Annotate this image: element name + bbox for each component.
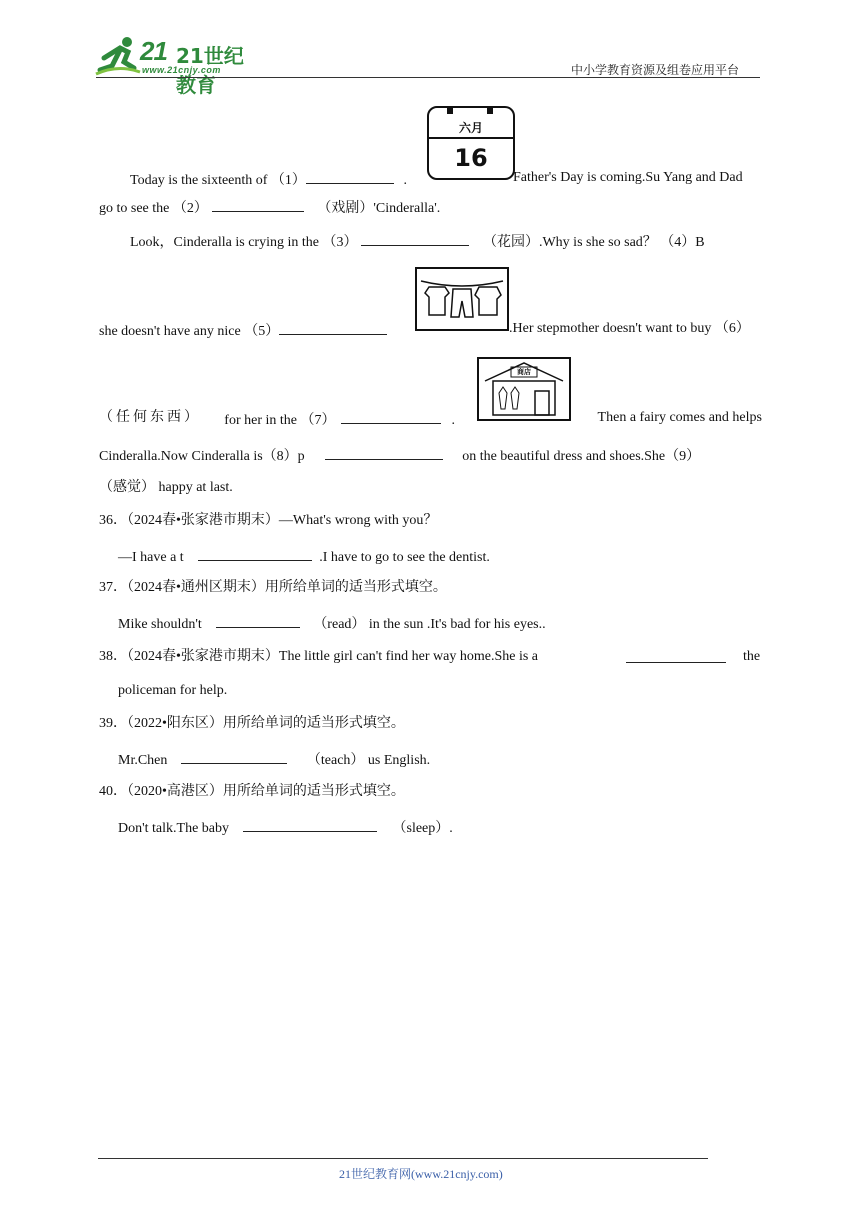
answer-blank-q39[interactable] <box>181 749 287 764</box>
answer-blank-q37[interactable] <box>216 613 300 628</box>
passage-text: Then a fairy comes and helps <box>597 410 762 425</box>
passage-text: （花园）.Why is she so sad？ （4）B <box>482 235 705 250</box>
passage-line-5 <box>99 409 762 430</box>
question-text: （read） in the sun .It's bad for his eyes.. <box>313 617 546 632</box>
question-36-answer <box>118 546 490 567</box>
passage-text-group <box>224 409 455 430</box>
passage-text: go to see the （2） <box>99 201 208 216</box>
passage-line-1-left <box>130 169 407 190</box>
answer-blank-7[interactable] <box>341 409 441 424</box>
question-37-head: 37．（2024春•通州区期末）用所给单词的适当形式填空。 <box>99 580 447 595</box>
question-38-head: 38．（2024春•张家港市期末）The little girl can't find her way home.She is a <box>99 649 539 664</box>
passage-text: （任何东西） <box>99 410 201 425</box>
passage-line-6 <box>99 445 700 466</box>
question-text: （sleep）. <box>392 821 453 836</box>
question-text: （teach） us English. <box>306 753 431 768</box>
passage-text: Cinderalla.Now Cinderalla is（8）p <box>99 449 305 464</box>
answer-blank-5[interactable] <box>279 320 387 335</box>
logo-url: www.21cnjy.com <box>142 65 221 75</box>
passage-text: for her in the （7） <box>224 413 336 428</box>
question-37-answer <box>118 613 546 634</box>
calendar-month: 六月 <box>458 121 483 135</box>
passage-line-4 <box>99 320 387 341</box>
passage-line-2 <box>99 197 440 218</box>
answer-blank-q36[interactable] <box>198 546 312 561</box>
question-38-tail: the <box>743 649 761 664</box>
question-36-head: 36．（2024春•张家港市期末）—What's wrong with you？ <box>99 513 438 528</box>
question-39-head: 39．（2022•阳东区）用所给单词的适当形式填空。 <box>99 716 405 731</box>
passage-line-7: （感觉） happy at last. <box>99 480 233 495</box>
site-logo <box>94 34 258 97</box>
passage-line-3 <box>130 231 705 252</box>
passage-text: （戏剧）'Cinderalla'. <box>317 201 441 216</box>
passage-text: she doesn't have any nice （5） <box>99 324 280 339</box>
question-38-line2: policeman for help. <box>118 683 228 698</box>
passage-text: Look，Cinderalla is crying in the （3） <box>130 235 358 250</box>
logo-title: 21世纪教育 <box>176 44 244 97</box>
passage-text: . <box>451 413 455 428</box>
passage-text: on the beautiful dress and shoes.She（9） <box>462 449 701 464</box>
calendar-picture <box>427 106 515 180</box>
answer-blank-q38[interactable] <box>626 648 726 663</box>
logo-number: 21 <box>140 36 167 66</box>
question-text: .I have to go to see the dentist. <box>319 550 490 565</box>
passage-text: Today is the sixteenth of （1） <box>130 173 306 188</box>
passage-line-1-right: Father's Day is coming.Su Yang and Dad <box>513 170 743 185</box>
footer-text: 21世纪教育网(www.21cnjy.com) <box>339 1167 503 1181</box>
answer-blank-2[interactable] <box>212 197 304 212</box>
calendar-day: 16 <box>454 144 488 172</box>
shop-sign: 商店 <box>517 368 531 376</box>
passage-line-4-right: .Her stepmother doesn't want to buy （6） <box>509 321 750 336</box>
footer-divider <box>98 1158 708 1159</box>
platform-name: 中小学教育资源及组卷应用平台 <box>571 63 740 77</box>
answer-blank-1[interactable] <box>306 169 394 184</box>
question-text: Mike shouldn't <box>118 617 202 632</box>
clothes-icon <box>417 269 507 329</box>
answer-blank-3[interactable] <box>361 231 469 246</box>
question-39-answer <box>118 749 430 770</box>
runner-logo-icon <box>94 34 142 76</box>
header-divider <box>96 77 760 78</box>
question-text: —I have a t <box>118 550 184 565</box>
answer-blank-8[interactable] <box>325 445 443 460</box>
question-40-head: 40．（2020•高港区）用所给单词的适当形式填空。 <box>99 784 405 799</box>
question-text: Don't talk.The baby <box>118 821 229 836</box>
answer-blank-q40[interactable] <box>243 817 377 832</box>
question-text: Mr.Chen <box>118 753 168 768</box>
question-40-answer <box>118 817 453 838</box>
clothes-picture <box>415 267 509 331</box>
passage-text: . <box>403 173 407 188</box>
picture-gap <box>478 409 574 430</box>
